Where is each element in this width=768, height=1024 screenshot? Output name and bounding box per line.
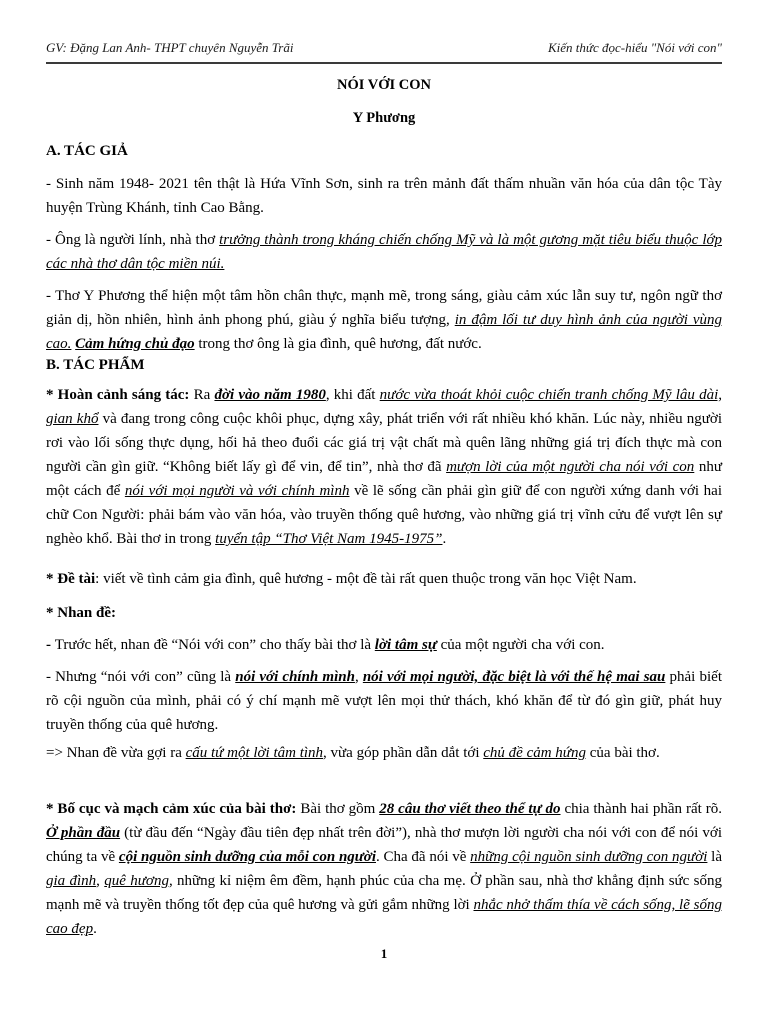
structure-paragraph	[46, 797, 722, 941]
text-run: cội nguồn sinh dưỡng của mỗi con người	[118, 849, 376, 865]
title-meaning-conclusion	[46, 741, 722, 765]
title-meaning-paragraph-1	[46, 633, 722, 657]
page-number: 1	[380, 946, 388, 961]
text-run: trong thơ ông là gia đình, quê hương, đất nước.	[194, 336, 482, 352]
text-run: mượn lời của một người cha nói với con	[446, 459, 695, 475]
text-run: quê hương	[104, 873, 169, 889]
text-run: và đang trong công cuộc khôi phục, dựng xây, phát triển với rất nhiều khó khăn. Lúc này, nhiều người rơi vào lối sống thực dụng, hối hả theo đuổi các giá trị vật chất mà quên lãng những giá trị đích thực mà con người cần gìn giữ. “Không biết lấy gì để vin, để tin”, nhà thơ đã	[46, 411, 722, 475]
text-run: cấu tứ một lời tâm tình	[185, 745, 324, 761]
text-run: .	[93, 921, 97, 937]
text-run: của một người cha với con.	[436, 637, 605, 653]
text-run: ,	[354, 669, 363, 685]
text-run: đời vào năm 1980	[214, 387, 326, 403]
text-run: => Nhan đề vừa gợi ra	[46, 745, 186, 761]
author-style-paragraph	[46, 284, 722, 356]
header-left: GV: Đặng Lan Anh- THPT chuyên Nguyễn Trãi	[46, 40, 294, 55]
text-run: nói với mọi người và với chính mình	[124, 483, 350, 499]
text-run: nước vừa thoát khỏi cuộc chiến tranh chống Mỹ lâu dài, gian khổ	[46, 387, 723, 427]
header-right: Kiến thức đọc-hiểu "Nói với con"	[547, 40, 722, 55]
text-run: .	[442, 531, 447, 547]
text-run: của bài thơ.	[586, 745, 660, 761]
title-meaning-heading	[46, 601, 722, 625]
text-run: - Thơ Y Phương thể hiện một tâm hồn chân thực, mạnh mẽ, trong sáng, giàu cảm xúc lẫn suy tư, ngôn ngữ thơ giản dị, hồn nhiên, hình ảnh phong phú, giàu ý nghĩa biểu tượng,	[46, 288, 722, 328]
text-run: 28 câu thơ viết theo thể tự do	[379, 801, 561, 817]
text-run: những cội nguồn sinh dưỡng con người	[470, 849, 708, 865]
text-run: gia đình	[46, 873, 97, 889]
text-run: * Bố cục và mạch cảm xúc của bài thơ:	[46, 801, 297, 817]
text-run: Ra	[189, 387, 215, 403]
title-meaning-paragraph-2	[46, 665, 722, 737]
text-run: , khi đất	[325, 387, 380, 403]
text-run: -	[46, 637, 55, 653]
text-run: * Hoàn cảnh sáng tác:	[46, 387, 190, 403]
text-run: như một cách để	[46, 459, 722, 499]
text-run: : viết về tình cảm gia đình, quê hương - một đề tài rất quen thuộc trong văn học Việt Nam.	[95, 571, 637, 587]
text-run: tuyển tập “Thơ Việt Nam 1945-1975”	[215, 531, 443, 547]
text-run: (từ đầu đến “Ngày đầu tiên đẹp nhất trên đời”), nhà thơ mượn lời người cha nói với con để nói với chúng ta về	[46, 825, 722, 865]
author-role-paragraph	[46, 228, 722, 276]
text-run: - Nhưng “nói với con” cũng là	[46, 669, 236, 685]
text-run: chia thành hai phần rất rõ.	[560, 801, 722, 817]
text-run: * Nhan đề:	[46, 605, 117, 621]
text-run: ,	[96, 873, 105, 889]
text-run: chủ đề cảm hứng	[483, 745, 586, 761]
document-title: NÓI VỚI CON	[337, 77, 431, 93]
text-run: Trước hết, nhan đề “Nói với con” cho thấy bài thơ là	[54, 637, 375, 653]
text-run: in đậm lối tư duy hình ảnh của người vùng cao.	[46, 312, 722, 352]
document-author: Y Phương	[352, 110, 416, 126]
text-run: phải biết rõ cội nguồn của mình, phải có ý chí mạnh mẽ vượt lên mọi thử thách, khó khăn để từ đó gìn giữ, phát huy truyền thống của quê hương.	[46, 669, 722, 733]
section-b-heading: B. TÁC PHẨM	[46, 357, 145, 373]
text-run: Ở phần đầu	[46, 825, 121, 841]
header-rule	[46, 62, 722, 64]
text-run: nói với chính mình	[235, 669, 355, 685]
text-run: , vừa góp phần dẫn dắt tới	[323, 745, 484, 761]
text-run: - Ông là người lính, nhà thơ	[46, 232, 220, 248]
text-run: nói với mọi người, đặc biệt là với thế hệ mai sau	[362, 669, 666, 685]
text-run: . Cha đã nói về	[376, 849, 471, 865]
section-a-heading: A. TÁC GIẢ	[46, 143, 128, 159]
author-birth-paragraph: - Sinh năm 1948- 2021 tên thật là Hứa Vĩnh Sơn, sinh ra trên mảnh đất thấm nhuần văn hóa của dân tộc Tày huyện Trùng Khánh, tỉnh Cao Bằng.	[46, 176, 722, 216]
text-run: trưởng thành trong kháng chiến chống Mỹ và là một gương mặt tiêu biểu thuộc lớp các nhà thơ dân tộc miền núi.	[46, 232, 722, 272]
topic-paragraph	[46, 567, 722, 591]
text-run: * Đề tài	[46, 571, 96, 587]
text-run: là	[707, 849, 723, 865]
text-run: lời tâm sự	[374, 637, 437, 653]
text-run: , những kỉ niệm êm đềm, hạnh phúc của cha mẹ. Ở phần sau, nhà thơ khẳng định sức sống mạnh mẽ và truyền thống tốt đẹp của quê hương và gửi gắm những lời	[46, 873, 722, 913]
text-run: về lẽ sống cần phải gìn giữ để con người xứng danh với hai chữ Con Người: phải bám vào văn hóa, vào truyền thống quê hương, vào những giá trị vĩnh cửu để vượt lên sự nghèo khổ. Bài thơ in trong	[46, 483, 723, 547]
context-paragraph	[46, 383, 722, 551]
text-run: Cảm hứng chủ đạo	[75, 336, 195, 352]
text-run: Bài thơ gồm	[296, 801, 380, 817]
text-run: nhắc nhở thấm thía về cách sống, lẽ sống cao đẹp	[46, 897, 722, 937]
